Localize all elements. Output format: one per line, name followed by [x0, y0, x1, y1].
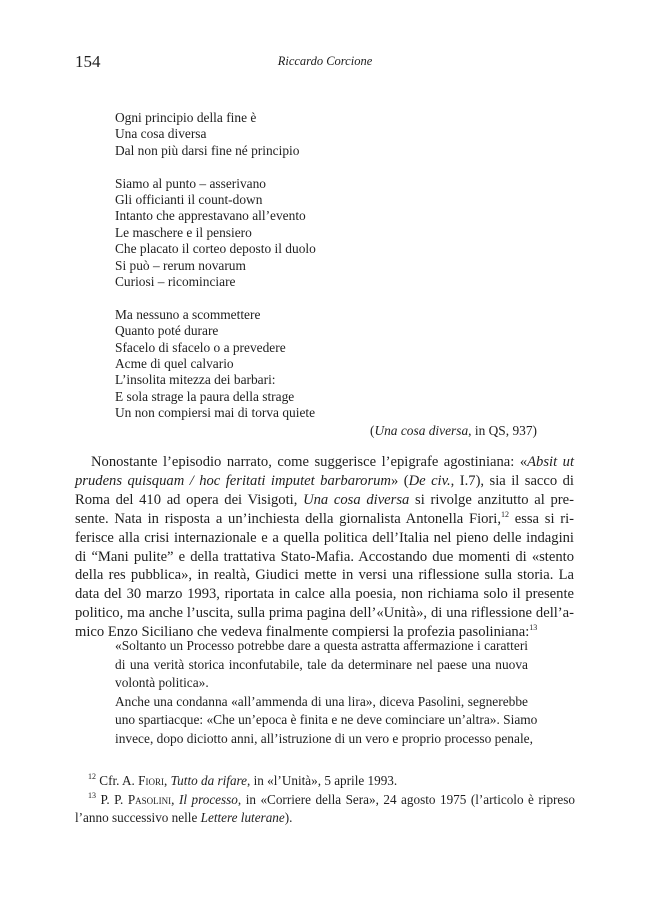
text-run: Roma del 410 ad opera dei Visigoti, [75, 491, 304, 508]
text-run: , I.7), sia il sacco di [450, 472, 574, 489]
paragraph-line [75, 453, 574, 472]
poem-line: L’insolita mitezza dei barbari: [115, 372, 276, 388]
paragraph-line: ferisce alla crisi internazionale e a quella politica dell’Italia nel pieno delle indagini [75, 529, 574, 546]
poem-line: Dal non più darsi fine né principio [115, 142, 300, 158]
running-head: Riccardo Corcione [277, 54, 373, 68]
text-run: , in «l’Unità», 5 aprile 1993. [247, 773, 398, 788]
footnote-12 [75, 772, 575, 790]
footnote-13 [75, 791, 575, 827]
text-run: mico Enzo Siciliano che vedeva finalmente compiersi la profezia pasoliniana: [75, 624, 530, 641]
footnote-ref-13[interactable]: 13 [529, 623, 538, 633]
paragraph-line: data del 30 marzo 1993, riportata in calce alla poesia, non richiama solo il presente [75, 586, 574, 603]
paragraph-line: politico, ma anche l’uscita, sulla prima pagina dell’«Unità», di una riflessione dell’a- [75, 605, 574, 622]
poem-line: Una cosa diversa [115, 126, 207, 142]
poem-line: Intanto che apprestavano all’evento [115, 208, 306, 224]
quote-line: di una verità storica inconfutabile, tale da determinare nel paese una nuova [115, 656, 528, 672]
poem-stanza [115, 307, 316, 422]
poem-stanza [115, 176, 316, 291]
text-run: si rivolge anzitutto al pre- [409, 491, 575, 508]
text-run: Cfr. A. [96, 773, 139, 788]
poem-source [370, 423, 537, 439]
text-run: , [163, 773, 171, 788]
poem-line: Gli officianti il count-down [115, 192, 263, 208]
footnote-title: Tutto da rifare [170, 773, 248, 788]
footnote-line [75, 791, 575, 809]
quote-line: invece, dopo diciotto anni, all’istruzione di un vero e proprio processo penale, [115, 730, 533, 746]
quote-line: «Soltanto un Processo potrebbe dare a questa astratta affermazione i caratteri [115, 638, 528, 653]
paragraph-line [75, 472, 574, 491]
footnote-author: Fiori [138, 773, 164, 788]
poem-line: Quanto poté durare [115, 323, 219, 339]
poem-stanza [115, 110, 316, 159]
poem-line: Sfacelo di sfacelo o a prevedere [115, 339, 286, 355]
poem-line: Curiosi – ricominciare [115, 274, 236, 290]
poem-line: Ma nessuno a scommettere [115, 306, 261, 322]
paragraph-line: di “Mani pulite” e della trattativa Stato-Mafia. Accostando due momenti di «stento [75, 548, 574, 565]
text-run: , [171, 792, 179, 807]
text-run: P. P. [96, 792, 128, 807]
latin-quote: prudens quisquam / hoc feritati imputet barbarorum [75, 472, 391, 489]
quote-line: uno spartiacque: «Che un’epoca è finita e ne deve cominciare un’altra». Siamo [115, 712, 538, 727]
source-open: ( [369, 423, 375, 438]
poem-line: Ogni principio della fine è [115, 110, 257, 125]
footnote-line [75, 809, 575, 827]
page-number: 154 [75, 52, 101, 71]
work-title: Una cosa diversa [303, 491, 410, 508]
text-run: essa si ri- [509, 510, 574, 527]
text-run: Nonostante l’episodio narrato, come suggerisce l’epigrafe agostiniana: « [91, 454, 528, 470]
footnote-title: Il processo [178, 792, 238, 807]
quote-line: volontà politica». [115, 675, 209, 690]
quote-line: Anche una condanna «all’ammenda di una lira», diceva Pasolini, segnerebbe [115, 693, 528, 709]
latin-quote: Absit ut [527, 454, 575, 470]
text-run: » ( [390, 472, 409, 489]
poem-line: Un non compiersi mai di torva quiete [115, 405, 316, 421]
footnote-author: Pasolini [127, 792, 172, 807]
poem-line: Le maschere e il pensiero [115, 224, 252, 240]
source-title: Una cosa diversa [374, 423, 469, 438]
block-quote [115, 637, 538, 748]
poem-line: Acme di quel calvario [115, 356, 234, 372]
poem-line: Siamo al punto – asserivano [115, 175, 266, 191]
paragraph-line [75, 491, 574, 510]
footnote-ref-12[interactable]: 12 [501, 509, 509, 519]
text-run: l’anno successivo nelle [75, 810, 201, 825]
footnote-number: 13 [88, 791, 96, 800]
text-run: sente. Nata in risposta a un’inchiesta della giornalista Antonella Fiori, [75, 510, 501, 527]
source-rest: , in QS, 937) [468, 423, 537, 438]
footnote-number: 12 [88, 772, 96, 781]
body-paragraph [75, 453, 574, 642]
paragraph-line: della res pubblica», in realtà, Giudici mette in versi una riflessione sulla storia. La [75, 567, 574, 584]
paragraph-line [75, 510, 574, 529]
text-run: , in «Corriere della Sera», 24 agosto 1975 (l’articolo è ripreso [237, 792, 576, 807]
poem-line: E sola strage la paura della strage [115, 388, 295, 404]
text-run: ). [284, 810, 293, 825]
poem [115, 110, 316, 438]
poem-line: Che placato il corteo deposto il duolo [115, 241, 316, 257]
work-title: De civ. [408, 472, 451, 489]
poem-line: Si può – rerum novarum [115, 257, 246, 273]
footnote-title: Lettere luterane [200, 810, 285, 825]
